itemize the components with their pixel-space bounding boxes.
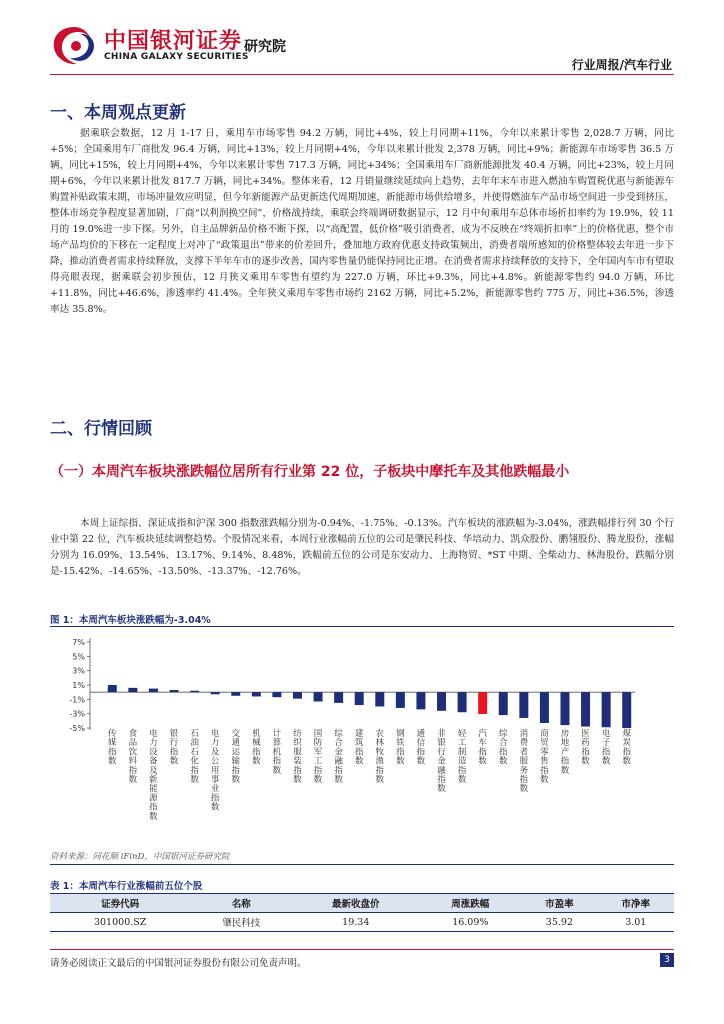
bar-5 <box>190 691 199 692</box>
bar-21 <box>519 692 528 718</box>
cell-pb: 3.01 <box>598 913 674 932</box>
category-label: 轻工制造指数 <box>457 729 467 785</box>
bar-11 <box>314 692 323 701</box>
brand-name: 中国银河证券 <box>104 29 243 54</box>
bar-1 <box>108 685 117 692</box>
y-tick-label: 1% <box>72 681 85 690</box>
industry-change-bar-chart <box>50 630 674 845</box>
bar-24 <box>581 692 590 726</box>
header-change: 周涨跌幅 <box>419 894 521 913</box>
category-label: 传媒指数 <box>108 729 117 767</box>
category-label: 石油石化指数 <box>190 729 199 785</box>
bar-8 <box>252 692 261 696</box>
y-tick-label: 5% <box>72 652 85 662</box>
bar-26 <box>622 692 631 728</box>
figure1-top-rule <box>50 626 674 627</box>
institute-name: 研究院 <box>244 39 286 55</box>
figure1-bottom-rule <box>50 864 674 865</box>
category-label: 农林牧渔指数 <box>375 729 385 785</box>
bar-10 <box>293 692 302 698</box>
bar-15 <box>396 692 405 708</box>
bar-17 <box>437 692 446 711</box>
footer-disclaimer: 请务必阅读正文最后的中国银河证券股份有限公司免责声明。 <box>50 958 307 969</box>
top-gainers-table <box>50 893 674 932</box>
page-number: 3 <box>660 953 674 967</box>
bar-4 <box>170 690 179 692</box>
y-tick-label: 7% <box>72 638 85 647</box>
section2-subtitle: （一）本周汽车板块涨跌幅位居所有行业第 22 位，子板块中摩托车及其他跌幅最小 <box>50 464 570 480</box>
cell-change: 16.09% <box>419 913 521 932</box>
header-code: 证券代码 <box>50 894 190 913</box>
category-label: 电力设备及新能源指数 <box>149 729 158 822</box>
bar-6 <box>211 692 220 694</box>
table-header-row <box>50 894 674 913</box>
bar-23 <box>560 692 569 725</box>
section1-title: 一、本周观点更新 <box>50 103 186 123</box>
category-label: 机械指数 <box>252 729 261 767</box>
category-label: 电子指数 <box>601 729 611 767</box>
category-label: 商贸零售指数 <box>540 729 549 785</box>
bar-7 <box>231 692 240 696</box>
category-label: 建筑指数 <box>354 729 364 767</box>
cell-close: 19.34 <box>292 913 419 932</box>
category-label: 通信指数 <box>416 729 426 767</box>
bar-13 <box>355 692 364 705</box>
brand-english-name: CHINA GALAXY SECURITIES <box>104 52 249 62</box>
category-label: 食品饮料指数 <box>128 729 138 785</box>
y-tick-label: 3% <box>72 666 85 676</box>
header-close: 最新收盘价 <box>292 894 419 913</box>
category-label: 综合金融指数 <box>334 729 343 785</box>
bar-19 <box>478 692 487 714</box>
category-label: 银行指数 <box>169 729 179 767</box>
footer-divider <box>50 949 674 950</box>
y-tick-label: -5% <box>69 724 85 733</box>
bar-14 <box>375 692 384 706</box>
section1-paragraph: 据乘联会数据，12 月 1-17 日，乘用车市场零售 94.2 万辆，同比+4%，较上月同期+11%，今年以来累计零售 2,028.7 万辆，同比+5%；全国乘用车厂商批发 96.4 万辆，同比+13%，较上月同期+4%，今年以来累计批发 2,378 万辆，同比+9%；新能源车市场零售 36.5 万辆，同比+15%，较上月同期+4%，今年以来累计零售 717.3 万辆，同比+34%；全国乘用车厂商新能源批发 40.4 万辆，同比+23%，较上月同期+6%，今年以来累计批发 817.7 万辆，同比+34%。整体来看，12 月销量继续延续向上趋势，去年年末车市进入燃油车购置税优惠与新能源车购置补贴政策末期，市场冲量效应明显，但今年新能源产品更新迭代周期加速，新能源市场供给增多，并使得燃油车产品市场空间进一步受到挤压，整体市场竞争程度显著加剧，厂商“以利润换空间”，价格战持续，乘联会终端调研数据显示，12 月中旬乘用车总体市场折扣率约为 19.9%，较 11 月的 19.0%进一步下探。另外，自主品牌新品价格不断下探，以“高配置，低价格”吸引消费者，成为不反映在“终端折扣率”上的价格优惠，整个市场产品均价的下移在一定程度上对冲了“政策退出”带来的价差回升，叠加地方政府优惠支持政策频出，消费者端所感知的价格整体较去年进一步下降，推动消费者需求持续释放，支撑下半年车市的逐步改善，国内零售量仍能保持同比正增。在消费者需求持续释放的支持下，全年国内车市有望取得亮眼表现，据乘联会初步预估，12 月狭义乘用车零售有望约为 227.0 万辆，环比+9.3%，同比+4.8%。新能源零售约 94.0 万辆，环比+11.8%，同比+46.6%，渗透率约 41.4%。全年狭义乘用车零售市场约 2162 万辆，同比+5.2%，新能源零售约 775 万，同比+36.5%，渗透率达 35.8%。 <box>50 128 674 315</box>
header-name: 名称 <box>190 894 292 913</box>
report-type: 行业周报/汽车行业 <box>571 58 672 72</box>
galaxy-logo-icon <box>50 24 98 68</box>
category-label: 房地产指数 <box>560 729 570 776</box>
section2-paragraph: 本周上证综指、深证成指和沪深 300 指数涨跌幅分别为-0.94%、-1.75%、-0.13%。汽车板块的涨跌幅为-3.04%，涨跌幅排行列 30 个行业中第 22 位，汽车板块延续调整趋势。个股情况来看，本周行业涨幅前五位的公司是肇民科技、华培动力、凯众股份、鹏翎股份、腾龙股份，涨幅分别为 16.09%、13.54%、13.17%、9.14%、8.48%，跌幅前五位的公司是东安动力、上海物贸、*ST 中期、全柴动力、林海股份，跌幅分别是-15.42%、-14.65%、-13.50%、-13.37%、-12.76%。 <box>50 518 674 577</box>
bar-16 <box>416 692 425 709</box>
category-label: 医药指数 <box>581 729 590 767</box>
category-label: 国防军工指数 <box>313 729 323 785</box>
cell-code: 301000.SZ <box>50 913 190 932</box>
header-pe: 市盈率 <box>521 894 597 913</box>
header-pb: 市净率 <box>598 894 674 913</box>
header-divider <box>50 74 674 75</box>
bar-20 <box>499 692 508 715</box>
figure1-title: 图 1：本周汽车板块涨跌幅为-3.04% <box>50 615 211 626</box>
category-label: 汽车指数 <box>478 729 487 767</box>
bar-2 <box>128 688 137 692</box>
y-tick-label: -1% <box>69 695 85 705</box>
table1-title: 表 1：本周汽车行业涨幅前五位个股 <box>50 881 203 892</box>
category-label: 电力及公用事业指数 <box>210 729 220 813</box>
category-label: 煤炭指数 <box>622 729 631 767</box>
bar-9 <box>272 692 281 697</box>
bar-12 <box>334 692 343 703</box>
bar-3 <box>149 689 158 693</box>
category-label: 交通运输指数 <box>231 729 241 785</box>
bar-25 <box>602 692 611 727</box>
y-tick-label: -3% <box>69 709 85 719</box>
category-label: 纺织服装指数 <box>293 729 302 785</box>
category-label: 消费者服务指数 <box>519 729 529 795</box>
table-row <box>50 913 674 932</box>
category-label: 钢铁指数 <box>396 729 405 767</box>
section2-title: 二、行情回顾 <box>50 419 152 439</box>
category-label: 综合指数 <box>498 729 508 767</box>
bar-18 <box>458 692 467 712</box>
cell-name: 肇民科技 <box>190 913 292 932</box>
category-label: 计算机指数 <box>272 729 282 776</box>
figure1-source: 资料来源：同花顺 iFinD，中国银河证券研究院 <box>50 852 230 862</box>
category-label: 非银行金融指数 <box>437 729 446 795</box>
bar-22 <box>540 692 549 723</box>
cell-pe: 35.92 <box>521 913 597 932</box>
